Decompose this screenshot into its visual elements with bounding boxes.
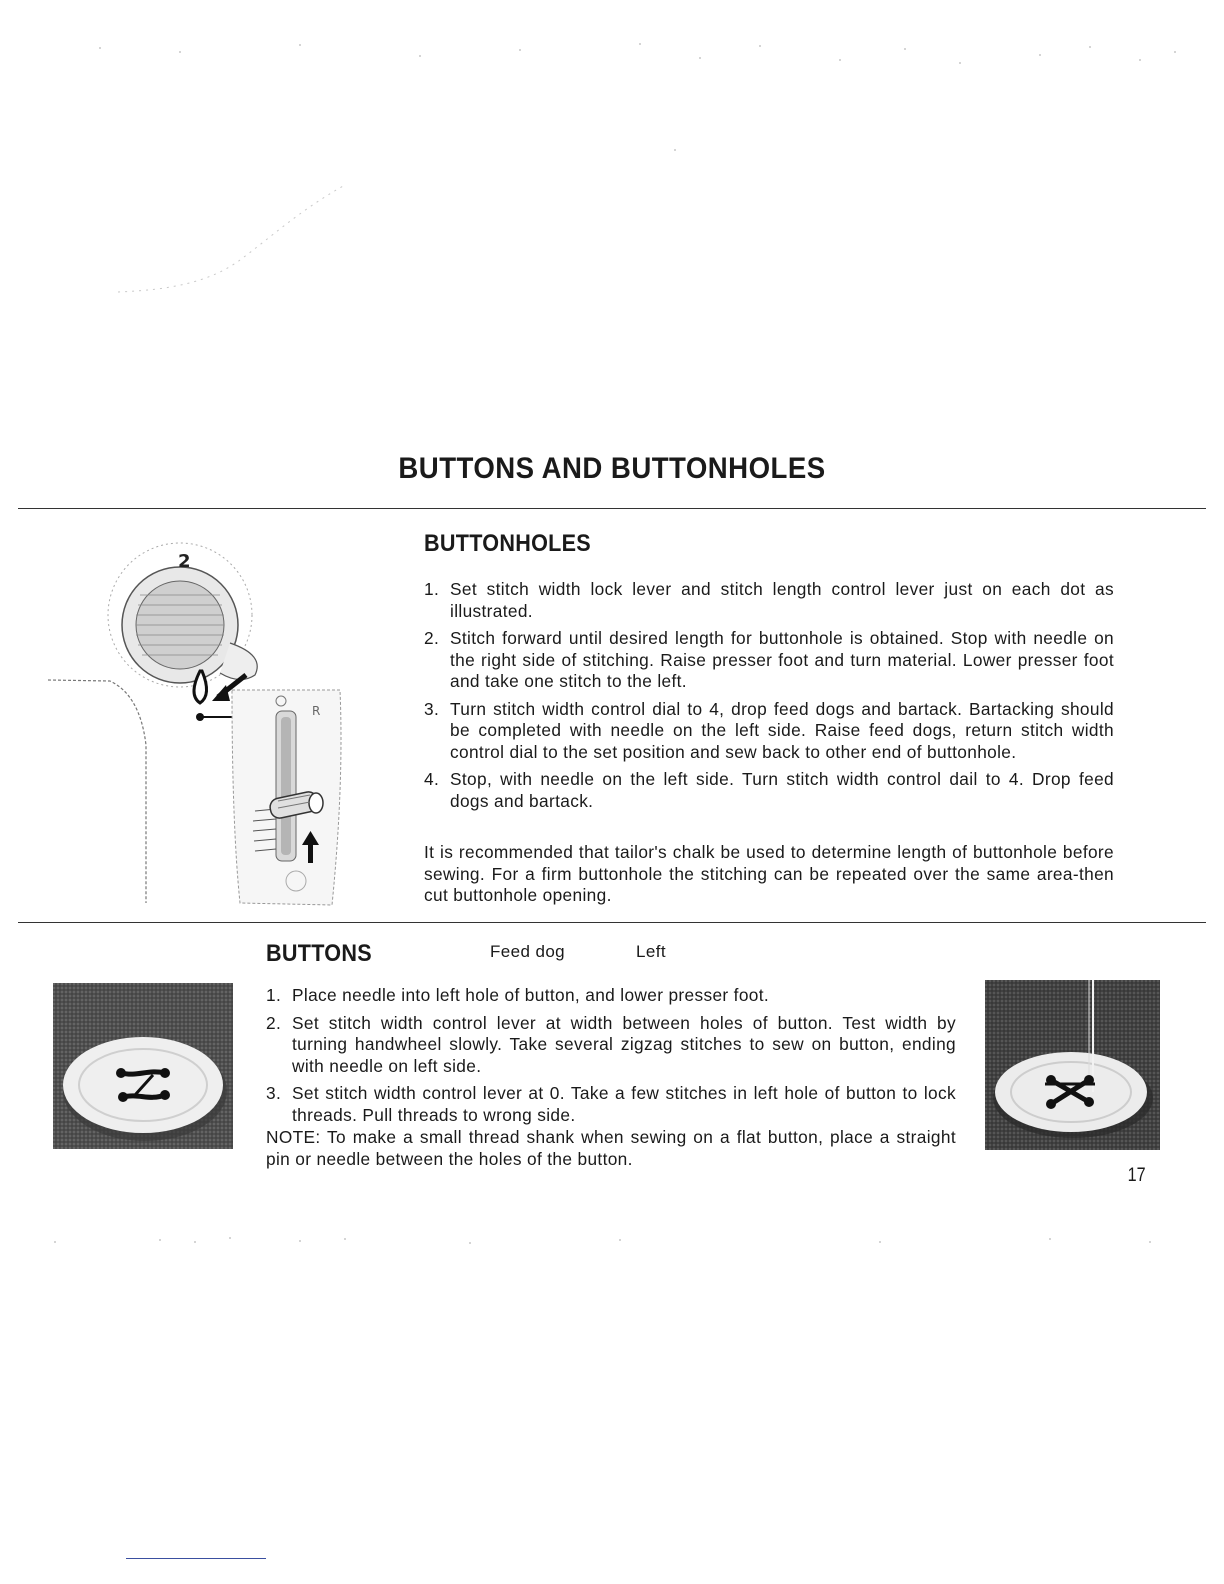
buttons-heading: BUTTONS bbox=[266, 940, 372, 967]
button-photo-right bbox=[985, 980, 1160, 1150]
feed-dog-label: Feed dog bbox=[490, 942, 566, 961]
reverse-label: R bbox=[312, 704, 321, 718]
buttonholes-note: It is recommended that tailor's chalk be used to determine length of buttonhole before sewing. For a firm buttonhole the stitching can be repeated over the same area-then cut buttonhole opening. bbox=[424, 842, 1114, 905]
list-item: 4. Stop, with needle on the left side. Turn stitch width control dail to 4. Drop feed dogs and bartack. bbox=[424, 769, 1114, 811]
list-item: 3. Set stitch width control lever at 0. Take a few stitches in left hole of button to lock threads. Pull threads to wrong side. bbox=[266, 1083, 956, 1125]
buttonhole-controls-illustration bbox=[40, 525, 350, 910]
buttons-note: NOTE: To make a small thread shank when sewing on a flat button, place a straight pin or needle between the holes of the button. bbox=[266, 1127, 956, 1169]
list-item: 1. Place needle into left hole of button, and lower presser foot. bbox=[266, 985, 770, 1005]
feed-dog-value: Left bbox=[636, 942, 666, 961]
page-title: BUTTONS AND BUTTONHOLES bbox=[398, 452, 826, 485]
buttonholes-steps bbox=[424, 579, 1114, 818]
stitch-width-dial bbox=[108, 543, 257, 687]
title-divider bbox=[18, 508, 1206, 509]
buttonholes-heading: BUTTONHOLES bbox=[424, 530, 591, 557]
dial-number-label: 2 bbox=[178, 551, 191, 572]
list-item: 3. Turn stitch width control dial to 4, drop feed dogs and bartack. Bartacking should be completed with needle on the left side. Raise feed dogs, return stitch width control dial to the set position and sew back to other end of buttonhole. bbox=[424, 698, 1114, 762]
button-photo-left bbox=[53, 983, 233, 1149]
list-item: 1. Set stitch width lock lever and stitch length control lever just on each dot as illustrated. bbox=[424, 579, 1114, 621]
scan-speckle-bottom bbox=[0, 1230, 1224, 1260]
footer-rule bbox=[126, 1558, 266, 1559]
page-number: 17 bbox=[1127, 1165, 1146, 1186]
section-divider bbox=[18, 922, 1206, 923]
buttons-steps bbox=[266, 985, 956, 1132]
list-item: 2. Set stitch width control lever at width between holes of button. Test width by turning handwheel slowly. Take several zigzag stitches to sew on button, ending with needle on left side. bbox=[266, 1012, 956, 1076]
list-item: 2. Stitch forward until desired length for buttonhole is obtained. Stop with needle on the right side of stitching. Raise presser foot and turn material. Lower presser foot and take one stitch to the left. bbox=[424, 628, 1114, 691]
scan-speckle-top bbox=[0, 0, 1224, 320]
